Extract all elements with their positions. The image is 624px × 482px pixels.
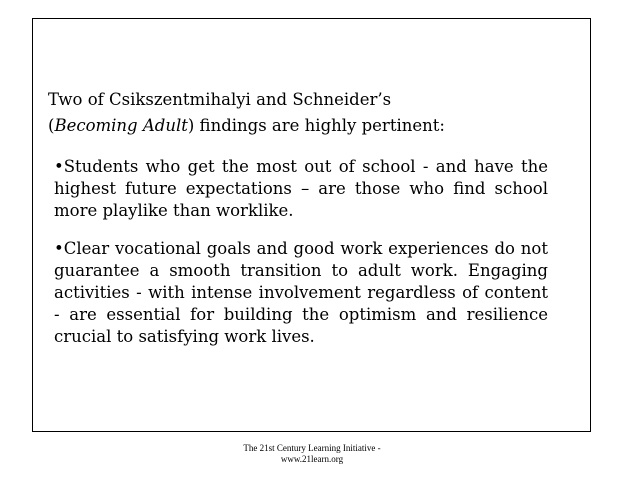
intro-rest: ) findings are highly pertinent: [187, 116, 445, 135]
slide-frame [32, 18, 591, 432]
paren: ( [48, 116, 55, 135]
footer-line-1: The 21st Century Learning Initiative - [243, 443, 381, 453]
bullet-item: •Students who get the most out of school - and have the highest future expectations – are those who find school more playlike than worklike. [54, 157, 548, 220]
intro-line-1: Two of Csikszentmihalyi and Schneider’s [48, 90, 392, 109]
intro-text [48, 87, 568, 139]
book-title: Becoming Adult [54, 116, 188, 135]
footer-link[interactable]: www.21learn.org [280, 454, 344, 464]
footer [0, 443, 624, 465]
intro-line-2 [48, 113, 568, 139]
bullet-item: •Clear vocational goals and good work experiences do not guarantee a smooth transition to adult work. Engaging activities - with intense involvement regardless of content - are essential for building the optimism and resilience crucial to satisfying work lives. [54, 239, 548, 346]
